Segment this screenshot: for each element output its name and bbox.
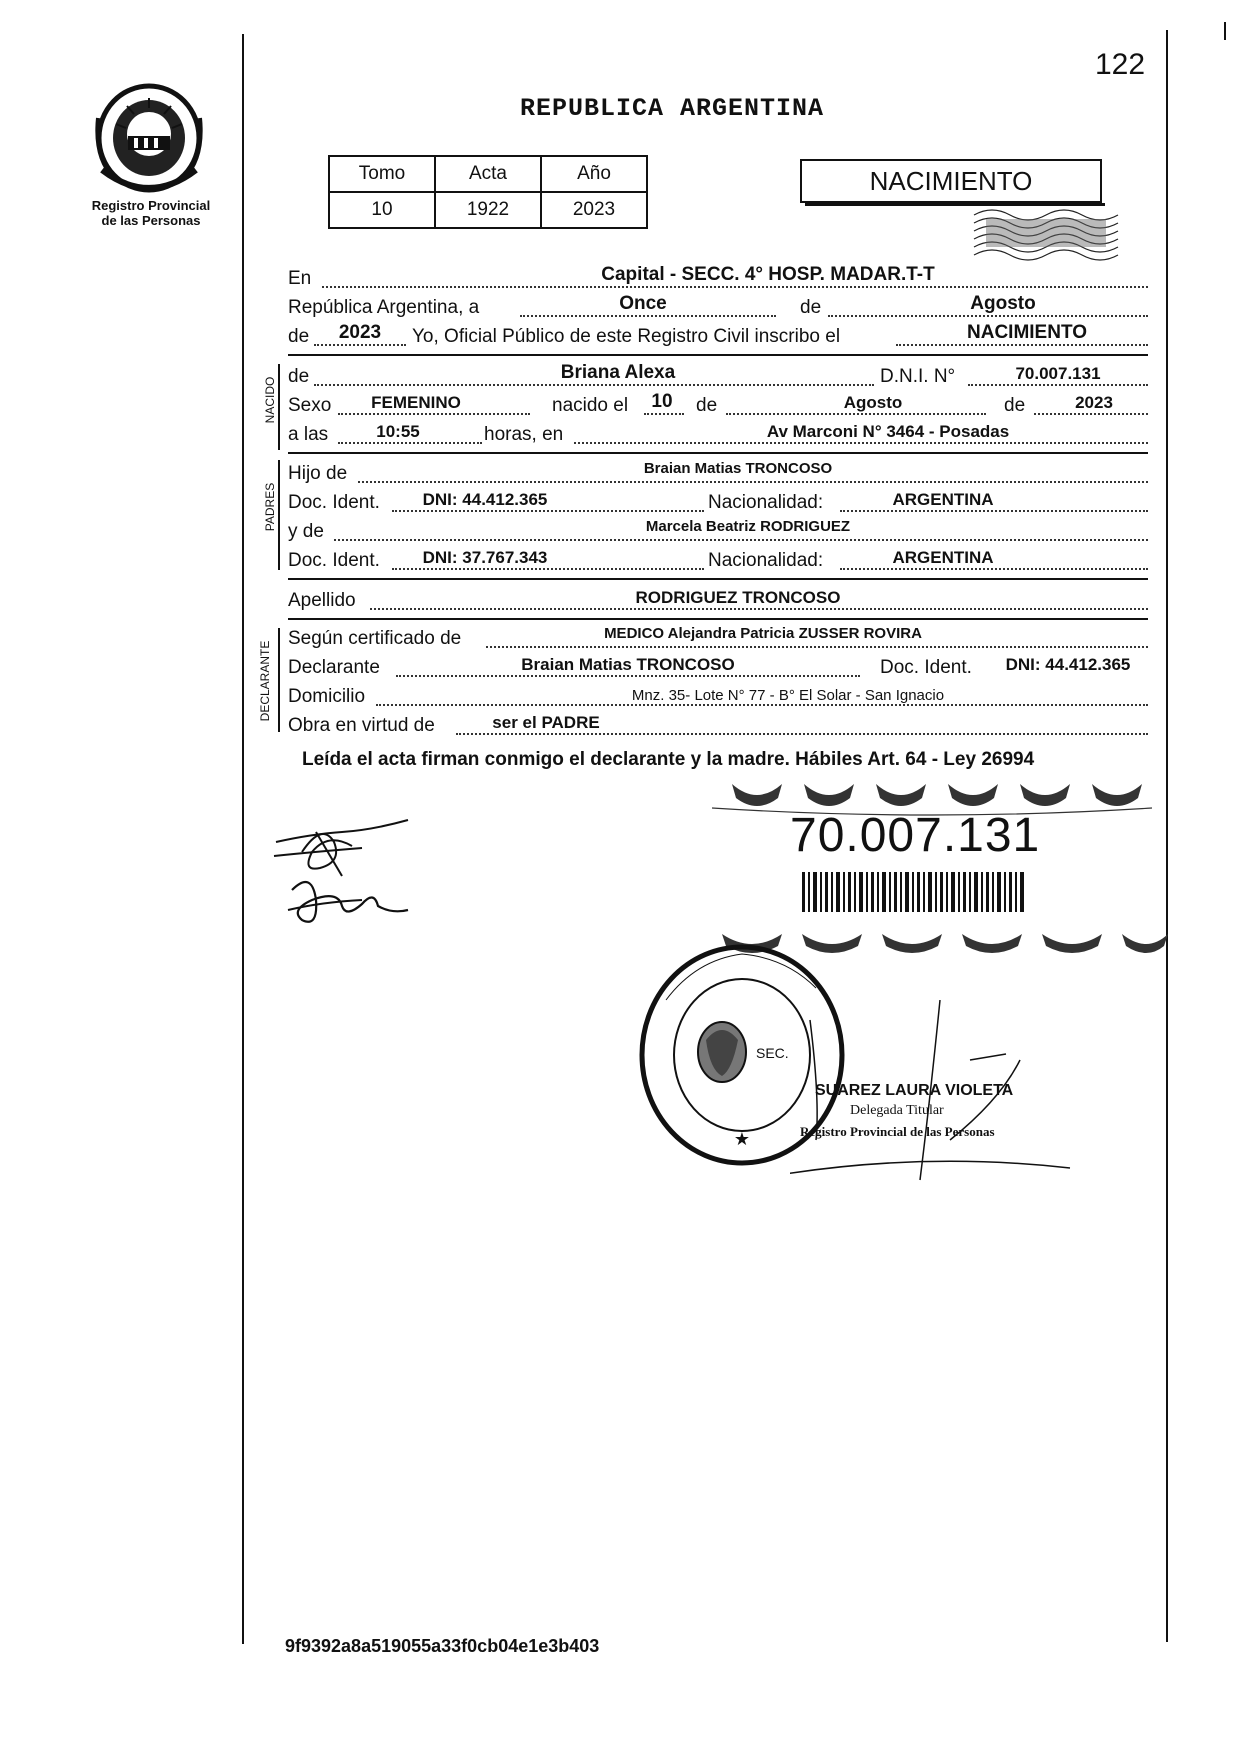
- certificado-label: Según certificado de: [288, 628, 462, 649]
- line-time-place: [288, 418, 1148, 448]
- record-table-value-row: [329, 192, 647, 228]
- separator-4: [288, 618, 1148, 620]
- birth-place: Av Marconi N° 3464 - Posadas: [766, 422, 1010, 441]
- birth-month: Agosto: [843, 393, 903, 412]
- declarant-doc-label: Doc. Ident.: [880, 657, 972, 678]
- mother-nationality-label: Nacionalidad:: [708, 550, 824, 571]
- de-label-4: de: [696, 395, 718, 416]
- svg-text:SEC.: SEC.: [756, 1045, 789, 1061]
- declaration-reason: ser el PADRE: [492, 713, 600, 732]
- father-nationality-label: Nacionalidad:: [708, 492, 824, 513]
- line-mother: [288, 515, 1148, 545]
- mother-doc: DNI: 37.767.343: [422, 548, 548, 567]
- child-sex: FEMENINO: [371, 393, 461, 412]
- province-seal-logo: [84, 78, 214, 198]
- line-father: [288, 457, 1148, 487]
- registry-name: [66, 198, 236, 228]
- table-header-anio: Año: [541, 156, 647, 192]
- official-role: Delegada Titular: [850, 1103, 944, 1118]
- table-value-acta: 1922: [435, 192, 541, 228]
- obra-label: Obra en virtud de: [288, 715, 435, 736]
- record-type-box: NACIMIENTO: [800, 159, 1102, 203]
- line-en: [288, 262, 1148, 292]
- left-margin-line: [242, 34, 244, 1644]
- mother-signature-icon: [282, 870, 412, 930]
- de-label-2: de: [288, 326, 310, 347]
- svg-text:★: ★: [733, 1129, 751, 1149]
- horas-en-label: horas, en: [484, 424, 564, 445]
- registry-name-line1: Registro Provincial: [91, 198, 211, 213]
- record-table: [328, 155, 648, 229]
- stamped-dni-number: 70.007.131: [790, 809, 1041, 862]
- declarant-address: Mnz. 35- Lote N° 77 - B° El Solar - San Ignacio: [631, 687, 945, 704]
- declarant-name: Braian Matias TRONCOSO: [521, 655, 735, 674]
- nacido-section-label: NACIDO: [263, 376, 277, 424]
- closing-statement: Leída el acta firman conmigo el declarante y la madre. Hábiles Art. 64 - Ley 26994: [302, 749, 1035, 770]
- statement-text: Yo, Oficial Público de este Registro Civil inscribo el: [412, 326, 841, 347]
- father-name: Braian Matias TRONCOSO: [643, 460, 833, 477]
- sexo-label: Sexo: [288, 395, 332, 416]
- official-name: SUAREZ LAURA VIOLETA: [815, 1082, 1014, 1099]
- line-nacido-name: [288, 360, 1148, 390]
- de-label-5: de: [1004, 395, 1026, 416]
- mother-doc-label: Doc. Ident.: [288, 550, 380, 571]
- registration-year: 2023: [338, 322, 382, 343]
- inscribed-type: NACIMIENTO: [967, 322, 1087, 343]
- dni-label: D.N.I. N°: [880, 366, 956, 387]
- page-number: 122: [1095, 48, 1146, 81]
- apellido-label: Apellido: [288, 590, 356, 611]
- father-doc-label: Doc. Ident.: [288, 492, 380, 513]
- separator-2: [288, 452, 1148, 454]
- nacido-side-line: [278, 364, 280, 450]
- certificate-issuer: MEDICO Alejandra Patricia ZUSSER ROVIRA: [604, 625, 922, 642]
- a-las-label: a las: [288, 424, 329, 445]
- edge-mark: [1224, 22, 1226, 40]
- security-pattern-icon: [972, 205, 1120, 261]
- child-name: Briana Alexa: [560, 362, 676, 383]
- de-label-1: de: [800, 297, 822, 318]
- document-hash: 9f9392a8a519055a33f0cb04e1e3b403: [285, 1636, 600, 1656]
- line-domicilio: [288, 680, 1148, 710]
- barcode-icon: [802, 872, 1024, 912]
- line-republica: [288, 291, 1148, 321]
- line-certificado: [288, 622, 1148, 652]
- father-nationality: ARGENTINA: [892, 490, 994, 509]
- y-de-label: y de: [288, 521, 324, 542]
- table-header-acta: Acta: [435, 156, 541, 192]
- line-year-statement: [288, 320, 1148, 350]
- table-value-anio: 2023: [541, 192, 647, 228]
- line-declarante: [288, 651, 1148, 681]
- mother-name: Marcela Beatriz RODRIGUEZ: [645, 518, 851, 535]
- mother-nationality: ARGENTINA: [892, 548, 994, 567]
- record-table-header-row: [329, 156, 647, 192]
- birth-time: 10:55: [376, 422, 420, 441]
- birth-day: 10: [651, 391, 673, 412]
- surname: RODRIGUEZ TRONCOSO: [635, 588, 841, 607]
- declarant-doc: DNI: 44.412.365: [1005, 655, 1131, 674]
- child-dni: 70.007.131: [1015, 364, 1101, 383]
- de-label-3: de: [288, 366, 310, 387]
- separator-3: [288, 578, 1148, 580]
- line-sexo: [288, 389, 1148, 419]
- birth-year: 2023: [1075, 393, 1113, 412]
- official-organization: Registro Provincial de las Personas: [800, 1124, 995, 1139]
- declarante-side-line: [278, 628, 280, 732]
- right-margin-line: [1166, 30, 1168, 1642]
- line-father-doc: [288, 486, 1148, 516]
- padres-side-line: [278, 460, 280, 570]
- hijo-de-label: Hijo de: [288, 463, 348, 484]
- en-label: En: [288, 268, 312, 289]
- registry-name-line2: de las Personas: [101, 213, 201, 228]
- registration-month: Agosto: [970, 293, 1036, 314]
- padres-section-label: PADRES: [263, 482, 277, 532]
- table-value-tomo: 10: [329, 192, 435, 228]
- official-signature-icon: [790, 1000, 1090, 1200]
- republic-label: República Argentina, a: [288, 297, 480, 318]
- nacido-el-label: nacido el: [552, 395, 629, 416]
- document-title: REPUBLICA ARGENTINA: [520, 94, 825, 123]
- registration-place: Capital - SECC. 4° HOSP. MADAR.T-T: [601, 264, 935, 285]
- declarante-label: Declarante: [288, 657, 380, 678]
- line-obra: [288, 709, 1148, 739]
- registration-day: Once: [619, 293, 667, 314]
- line-mother-doc: [288, 544, 1148, 574]
- table-header-tomo: Tomo: [329, 156, 435, 192]
- domicilio-label: Domicilio: [288, 686, 366, 707]
- father-doc: DNI: 44.412.365: [422, 490, 548, 509]
- separator-1: [288, 354, 1148, 356]
- declarante-section-label: DECLARANTE: [258, 640, 272, 722]
- line-apellido: [288, 584, 1148, 614]
